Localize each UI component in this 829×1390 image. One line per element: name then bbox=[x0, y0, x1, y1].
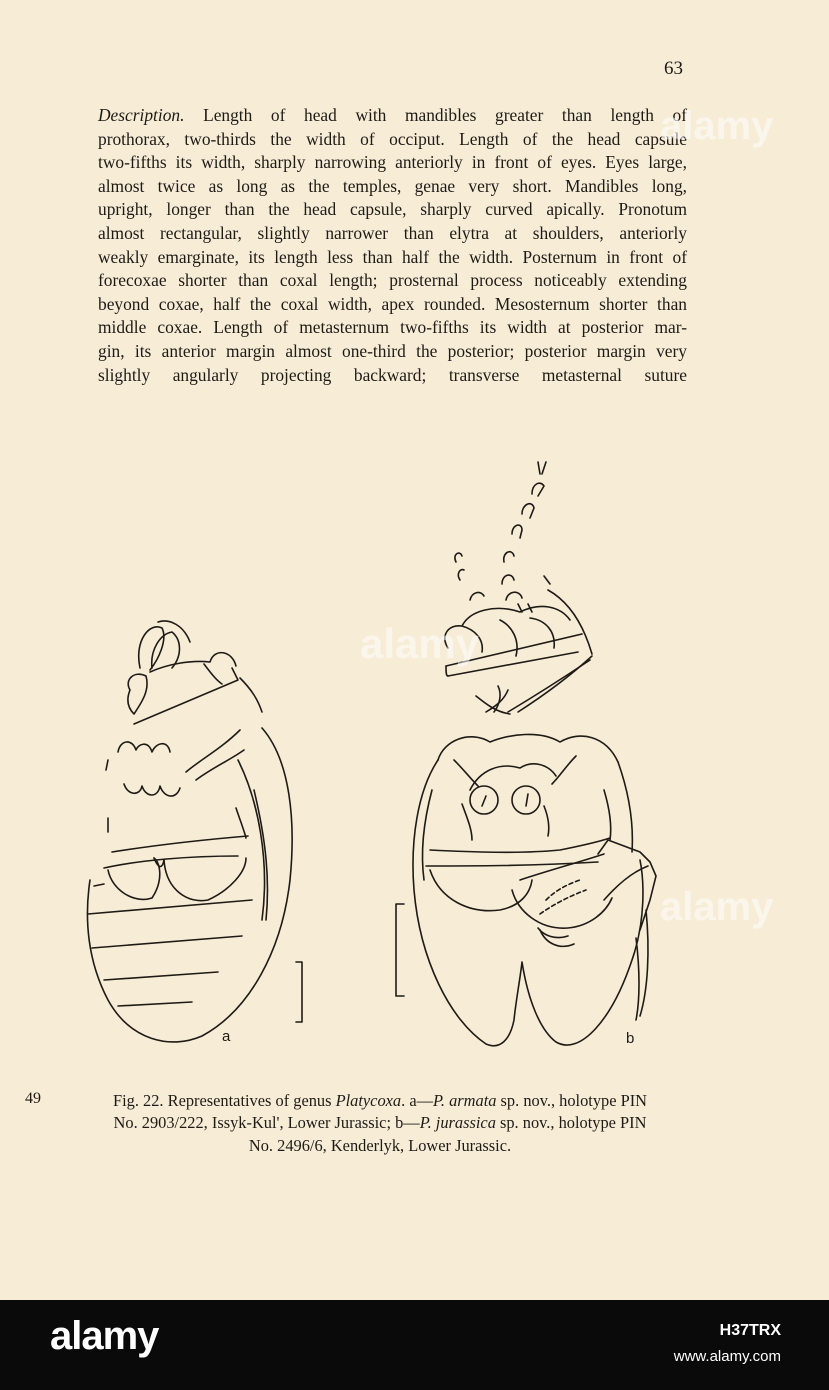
description-label: Description. bbox=[98, 105, 185, 125]
text-line: prothorax, two-thirds the width of occiput. Length of the head capsule bbox=[98, 128, 687, 149]
figure-22 bbox=[0, 440, 829, 1060]
specimen-b-drawing bbox=[396, 462, 656, 1046]
description-paragraph bbox=[98, 104, 687, 387]
text-line: almost rectangular, slightly narrower than elytra at shoulders, anteriorly bbox=[98, 222, 687, 243]
text-line: upright, longer than the head capsule, sharply curved apically. Pronotum bbox=[98, 199, 687, 220]
text-line: slightly angularly projecting backward; transverse metasternal suture bbox=[98, 364, 687, 385]
image-code: H37TRX bbox=[719, 1322, 781, 1339]
text-line: middle coxae. Length of metasternum two-fifths its width at posterior mar- bbox=[98, 317, 687, 338]
figure-caption bbox=[60, 1090, 700, 1157]
specimen-a-drawing bbox=[87, 621, 302, 1042]
footer-bar bbox=[0, 1300, 829, 1390]
caption-line-3: No. 2496/6, Kenderlyk, Lower Jurassic. bbox=[248, 1135, 512, 1155]
caption-line-2: No. 2903/222, Issyk-Kul', Lower Jurassic; b—P. jurassica sp. nov., holotype PIN bbox=[113, 1113, 647, 1133]
text-line: weakly emarginate, its length less than half the width. Posternum in front of bbox=[98, 246, 687, 267]
plate-number: 49 bbox=[25, 1090, 41, 1107]
text-line: Description. Length of head with mandibles greater than length of bbox=[98, 105, 687, 125]
watermark: alamy bbox=[660, 104, 774, 148]
page-number: 63 bbox=[664, 58, 683, 79]
figure-label-b: b bbox=[626, 1030, 635, 1047]
text-line: forecoxae shorter than coxal length; prosternal process noticeably extending bbox=[98, 270, 687, 291]
beetle-drawings bbox=[0, 440, 829, 1060]
watermark: alamy bbox=[660, 885, 774, 929]
site-url: www.alamy.com bbox=[673, 1348, 781, 1365]
alamy-logo: alamy bbox=[50, 1314, 159, 1358]
watermark: alamy bbox=[360, 620, 480, 667]
figure-label-a: a bbox=[222, 1028, 231, 1045]
text-line: beyond coxae, half the coxal width, apex rounded. Mesosternum shorter than bbox=[98, 293, 687, 314]
text-line: almost twice as long as the temples, genae very short. Mandibles long, bbox=[98, 175, 687, 196]
text-line: two-fifths its width, sharply narrowing anteriorly in front of eyes. Eyes large, bbox=[98, 152, 687, 173]
text-line: gin, its anterior margin almost one-third the posterior; posterior margin very bbox=[98, 340, 687, 361]
caption-line-1: Fig. 22. Representatives of genus Platycoxa. a—P. armata sp. nov., holotype PIN bbox=[112, 1091, 648, 1110]
